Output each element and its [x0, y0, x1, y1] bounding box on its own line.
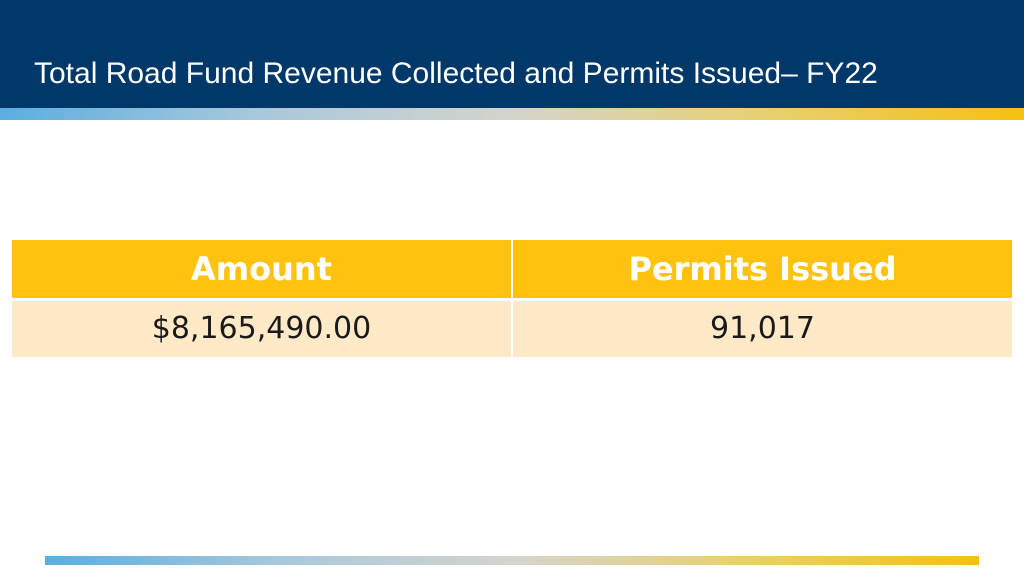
header-accent-stripe: [0, 108, 1024, 120]
permits-issued-cell: 91,017: [512, 299, 1012, 357]
column-header-permits-issued: Permits Issued: [512, 240, 1012, 299]
revenue-table: [12, 240, 1012, 357]
footer-accent-stripe: [45, 556, 979, 565]
amount-cell: $8,165,490.00: [12, 299, 512, 357]
title-bar: [0, 0, 1024, 108]
column-header-amount: Amount: [12, 240, 512, 299]
slide-title: Total Road Fund Revenue Collected and Permits Issued– FY22: [34, 57, 878, 90]
table-header-row: [12, 240, 1012, 299]
table-row: [12, 299, 1012, 357]
